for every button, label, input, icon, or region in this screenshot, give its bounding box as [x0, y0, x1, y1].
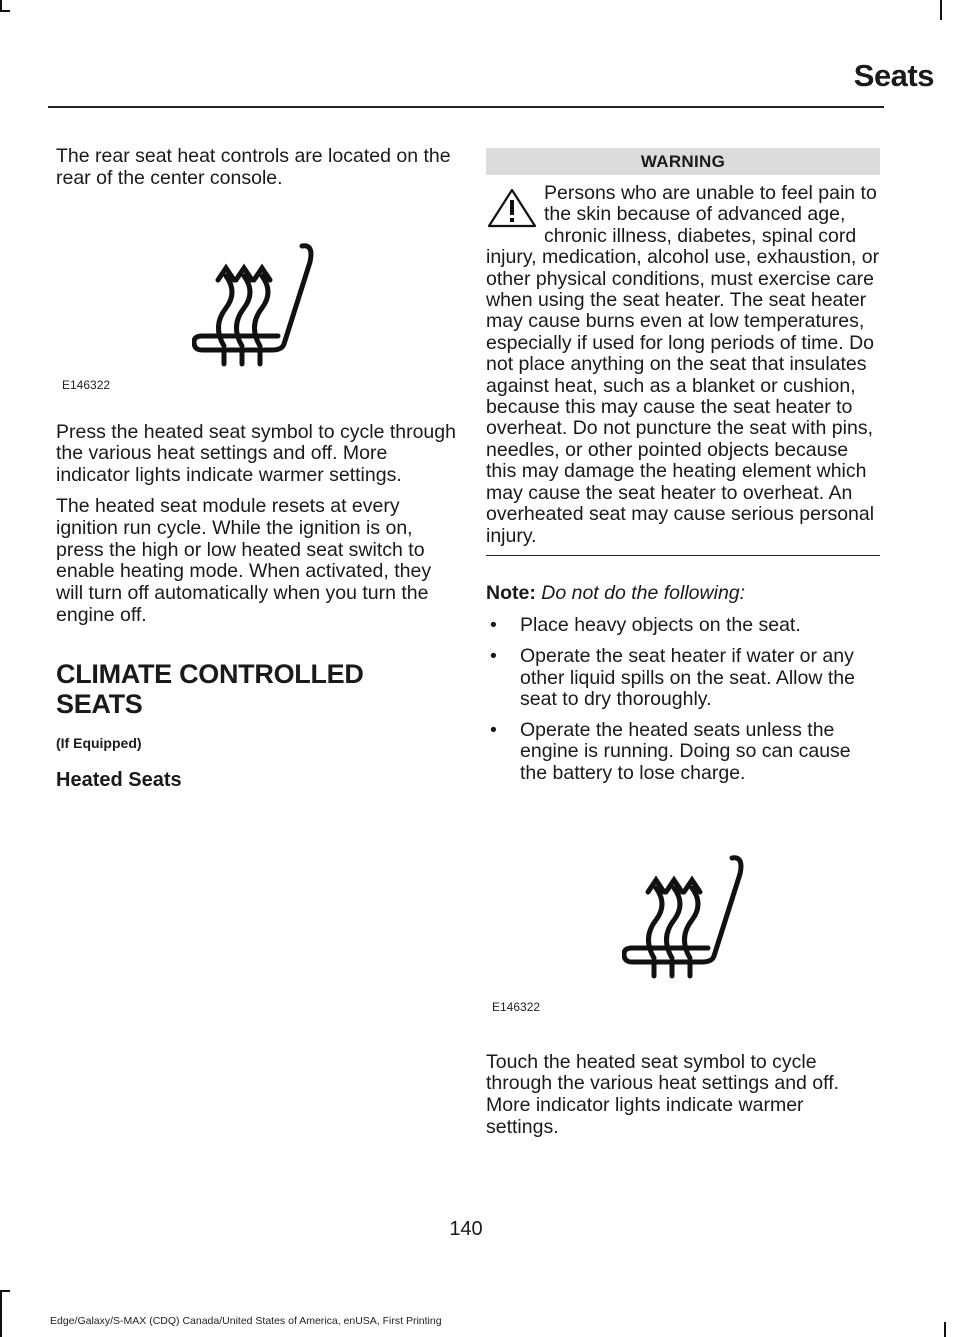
crop-mark	[0, 0, 2, 10]
bullet-list	[486, 615, 880, 784]
list-item	[486, 720, 880, 785]
warning-divider	[486, 555, 880, 557]
header-divider	[48, 106, 884, 108]
page-number: 140	[449, 1218, 483, 1240]
paragraph-touch-symbol: Touch the heated seat symbol to cycle through the various heat settings and off. More indicator lights indicate warmer settings.	[486, 1050, 840, 1138]
heated-seats-heading: Heated Seats	[56, 768, 182, 791]
list-item-text: Operate the heated seats unless the engine is running. Doing so can cause the battery to lose charge.	[520, 718, 851, 784]
section-heading: CLIMATE CONTROLLED SEATS	[56, 658, 364, 719]
crop-mark	[940, 0, 942, 20]
warning-triangle-icon	[486, 187, 538, 229]
crop-mark	[944, 1322, 946, 1337]
warning-block	[486, 183, 880, 547]
heated-seat-icon	[622, 850, 752, 980]
footer-text: Edge/Galaxy/S-MAX (CDQ) Canada/United States of America, enUSA, First Printing	[50, 1315, 442, 1327]
list-item-text: Operate the seat heater if water or any other liquid spills on the seat. Allow the seat to dry thoroughly.	[520, 645, 855, 711]
page-title: Seats	[853, 58, 934, 93]
if-equipped-label: (If Equipped)	[56, 734, 142, 751]
bullet-marker: •	[490, 614, 497, 637]
figure-caption: E146322	[492, 999, 541, 1014]
left-column	[56, 146, 456, 792]
warning-text: Persons who are unable to feel pain to the skin because of advanced age, chronic illness, diabetes, spinal cord injury, medication, alcohol use, exhaustion, or other physical conditions, must exercise care when using the seat heater. The seat heater may cause burns even at low temperatures, especially if used for long periods of time. Do not place anything on the seat that insulates against heat, such as a blanket or cushion, because this may cause the seat heater to overheat. Do not puncture the seat with pins, needles, or other pointed objects because this may damage the heating element which may cause the seat heater to overheat. An overheated seat may cause serious personal injury.	[486, 182, 880, 547]
heated-seat-figure	[56, 190, 456, 402]
crop-mark	[0, 1290, 2, 1337]
heated-seat-figure-2	[486, 794, 880, 1040]
intro-paragraph: The rear seat heat controls are located on the rear of the center console.	[56, 145, 451, 189]
paragraph-press-symbol: Press the heated seat symbol to cycle through the various heat settings and off. More indicator lights indicate warmer settings.	[56, 420, 456, 487]
note-text: Do not do the following:	[541, 582, 746, 605]
bullet-marker: •	[490, 645, 497, 667]
note	[486, 582, 880, 605]
list-item	[486, 646, 880, 711]
list-item	[486, 615, 880, 637]
figure-caption: E146322	[62, 377, 111, 392]
crop-mark	[0, 10, 10, 12]
list-item-text: Place heavy objects on the seat.	[520, 614, 801, 637]
right-column	[486, 148, 880, 1139]
warning-title: WARNING	[486, 148, 880, 175]
heated-seat-icon	[192, 238, 322, 368]
bullet-marker: •	[490, 718, 497, 741]
paragraph-module-reset: The heated seat module resets at every ignition run cycle. While the ignition is on, press the high or low heated seat switch to enable heating mode. When activated, they will turn off automatically when you turn the engine off.	[56, 494, 432, 626]
note-label: Note:	[486, 582, 536, 605]
